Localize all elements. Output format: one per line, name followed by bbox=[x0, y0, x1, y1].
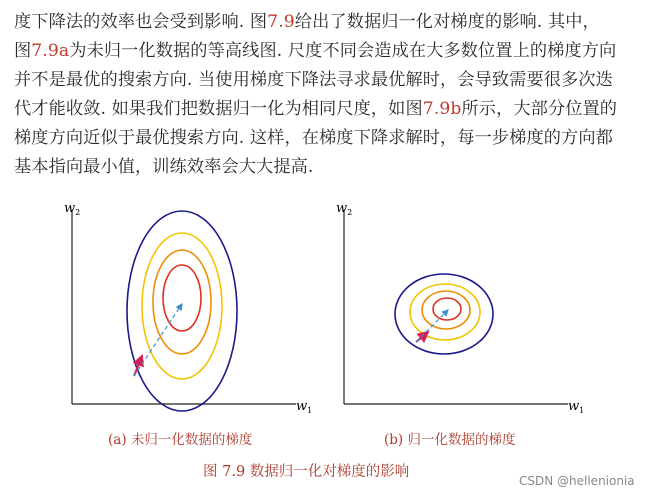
paragraph-line-1 bbox=[14, 8, 638, 37]
x-axis-label: $w_1$ bbox=[568, 399, 585, 415]
text-segment: 度下降法的效率也会受到影响. 图 bbox=[14, 12, 268, 32]
paragraph-line-6: 基本指向最小值，训练效率会大大提高. bbox=[14, 157, 314, 177]
paragraph-line-2 bbox=[14, 37, 638, 66]
figure-reference-link[interactable]: 7.9 bbox=[267, 12, 295, 32]
body-paragraph bbox=[14, 8, 638, 182]
text-segment: 图 bbox=[14, 41, 32, 61]
paragraph-line-5: 梯度方向近似于最优搜索方向. 这样，在梯度下降求解时，每一步梯度的方向都 bbox=[14, 128, 613, 148]
text-segment: 给出了数据归一化对梯度的影响. 其中， bbox=[294, 12, 600, 32]
y-axis-label: $w_2$ bbox=[64, 201, 81, 217]
contour-3 bbox=[422, 291, 470, 329]
figure-a-caption: (a) 未归一化数据的梯度 bbox=[108, 432, 253, 448]
text-segment: 所示，大部分位置的 bbox=[461, 99, 618, 119]
figure-a-svg bbox=[58, 196, 320, 418]
paragraph-line-4 bbox=[14, 95, 638, 124]
figure-reference-link[interactable]: 7.9a bbox=[31, 41, 70, 61]
watermark: CSDN @hellenionia bbox=[519, 474, 635, 488]
y-axis-label: $w_2$ bbox=[336, 201, 353, 217]
contour-2 bbox=[142, 233, 222, 379]
text-segment: 为未归一化数据的等高线图. 尺度不同会造成在大多数位置上的梯度方向 bbox=[69, 41, 617, 61]
figure-caption: 图 7.9 数据归一化对梯度的影响 bbox=[203, 464, 410, 480]
figure-b-caption: (b) 归一化数据的梯度 bbox=[384, 432, 516, 448]
text-segment: 代才能收敛. 如果我们把数据归一化为相同尺度，如图 bbox=[14, 99, 423, 119]
contour-outer bbox=[127, 211, 237, 411]
figure-b-plot bbox=[330, 196, 592, 418]
contour-inner bbox=[433, 298, 461, 320]
paragraph-line-3: 并不是最优的搜索方向. 当使用梯度下降法寻求最优解时，会导致需要很多次迭 bbox=[14, 70, 613, 90]
figure-reference-link[interactable]: 7.9b bbox=[422, 99, 462, 119]
figure-b-svg bbox=[330, 196, 592, 418]
figure-a-plot bbox=[58, 196, 320, 418]
contour-inner bbox=[163, 265, 201, 331]
x-axis-label: $w_1$ bbox=[296, 399, 313, 415]
